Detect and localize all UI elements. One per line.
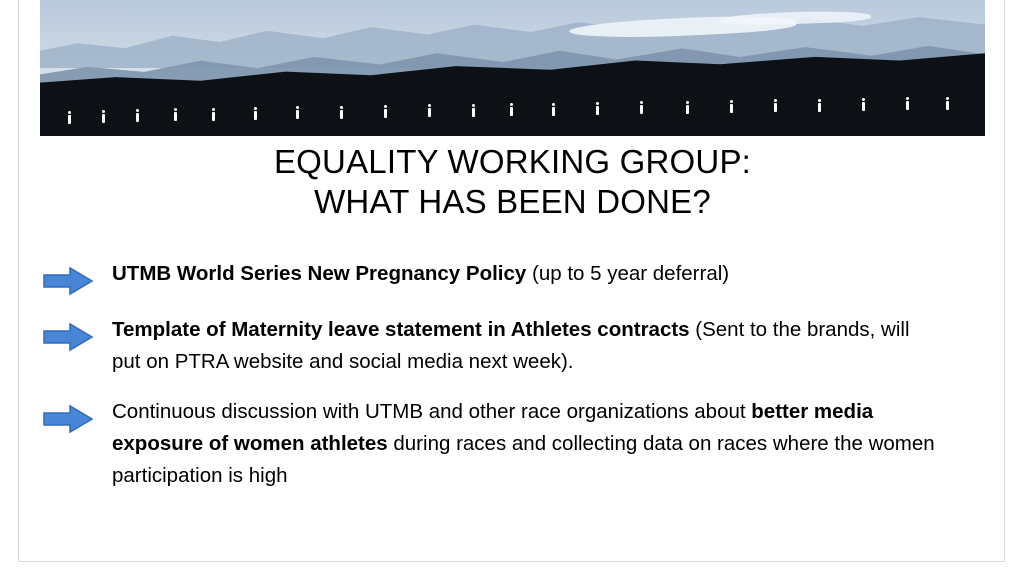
list-item-text <box>94 314 985 378</box>
right-arrow-icon <box>42 322 94 352</box>
bullet-3-tail: during races and collecting data on races where the women participation is high <box>112 432 935 487</box>
list-item-text <box>94 396 985 492</box>
runner-silhouettes <box>40 106 985 122</box>
title-line-1: EQUALITY WORKING GROUP: <box>273 143 752 180</box>
title-line-2: WHAT HAS BEEN DONE? <box>314 183 711 220</box>
right-arrow-icon <box>42 266 94 296</box>
bullet-1-bold: UTMB World Series New Pregnancy Policy <box>112 262 527 285</box>
right-arrow-icon <box>42 404 94 434</box>
mountain-ridgeline-photo <box>40 0 985 136</box>
page-title <box>40 142 985 222</box>
bullet-3-lead: Continuous discussion with UTMB and other race organizations about <box>112 400 752 423</box>
list-item <box>40 314 985 378</box>
list-item <box>40 258 985 296</box>
bullet-2-bold: Template of Maternity leave statement in Athletes contracts <box>112 318 690 341</box>
bullet-list <box>40 258 985 510</box>
bullet-3-bold: better media exposure of women athletes <box>112 400 874 455</box>
bullet-1-rest: (up to 5 year deferral) <box>526 262 730 285</box>
list-item-text <box>94 258 985 290</box>
list-item <box>40 396 985 492</box>
bullet-2-rest: (Sent to the brands, will put on PTRA website and social media next week). <box>112 318 910 373</box>
